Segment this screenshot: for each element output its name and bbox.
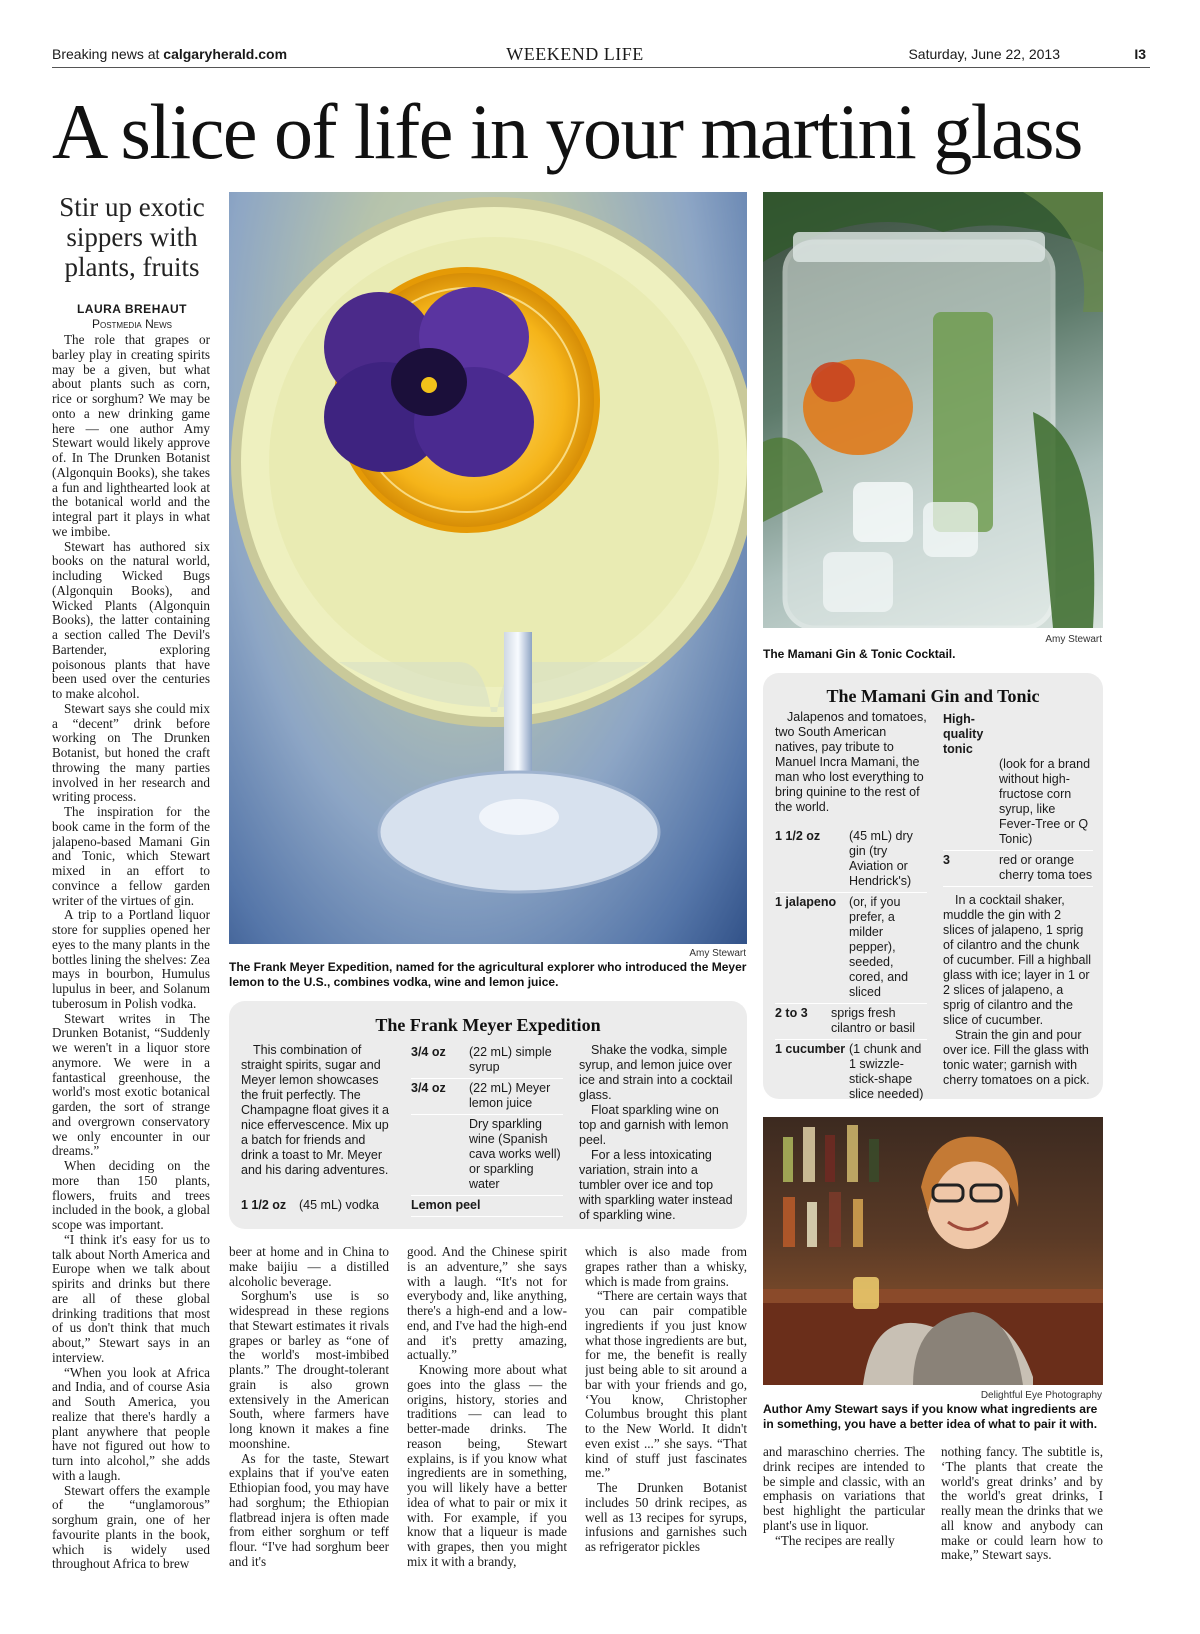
mamani-method	[943, 893, 1093, 1088]
paragraph: Stewart writes in The Drunken Botanist, “Suddenly we weren't in a liquor store anymore. We were in a fantastical greenhouse, the world's most exotic botanical garden, the sort of strange and overgrown conservatory we only encounter in our dreams.”	[52, 1010, 210, 1159]
author-illustration	[763, 1117, 1103, 1385]
mamani-col-2	[943, 710, 1093, 1088]
paragraph: “The recipes are really	[775, 1532, 895, 1548]
paragraph: Stewart says she could mix a “decent” drink before working on The Drunken Botanist, but honed the craft throwing the many parties involved in her research and writing process.	[52, 700, 210, 805]
ingredient-row	[775, 1040, 927, 1106]
ingredient-quantity: 1 cucumber	[775, 1042, 846, 1056]
ingredient-description: (or, if you prefer, a milder pepper), seeded, cored, and sliced	[849, 895, 909, 999]
ingredient-quantity: 3	[943, 853, 950, 867]
method-step: Shake the vodka, simple syrup, and lemon juice over ice and strain into a cocktail glass.	[579, 1043, 733, 1102]
paragraph: Stewart offers the example of the “unglamorous” sorghum grain, one of her favourite plants in the book, which is widely used throughout Africa to brew	[52, 1482, 210, 1572]
article-column-5	[763, 1445, 925, 1634]
mamani-title: The Mamani Gin and Tonic	[826, 686, 1040, 706]
headline: A slice of life in your martini glass	[52, 88, 1082, 175]
paragraph: The inspiration for the book came in the form of the jalapeno-based Mamani Gin and Tonic, which Stewart mixed in an effort to convince a fellow garden writer of the virtues of gin.	[52, 804, 210, 908]
ingredient-row	[411, 1196, 563, 1217]
ingredient-quantity: High-quality tonic	[943, 712, 984, 756]
article-column-1	[52, 333, 210, 1633]
martini-illustration	[229, 192, 747, 944]
paragraph: “There are certain ways that you can pair compatible ingredients if you just know what those ingredients are but, for me, the benefit is really just being able to sit around a bar with your friends and go, ‘You know, Christopher Columbus brought this plant to the New World. It didn't even exist ...” she says. “That kind of stuff just fascinates me.”	[585, 1288, 747, 1481]
ingredient-quantity: 3/4 oz	[411, 1081, 446, 1095]
ingredient-description: sprigs fresh cilantro or basil	[831, 1006, 916, 1035]
ingredient-description: (1 chunk and 1 swizzle-stick-shape slice needed)	[849, 1042, 924, 1101]
ingredient-row	[411, 1079, 563, 1115]
mamani-recipe-box	[763, 673, 1103, 1099]
ingredient-row	[775, 827, 927, 893]
ingredient-quantity: 1 jalapeno	[775, 895, 837, 909]
martini-caption: The Frank Meyer Expedition, named for the agricultural explorer who introduced the Meyer lemon to the U.S., combines vodka, wine and lemon juice.	[229, 960, 747, 989]
paragraph: good. And the Chinese spirit is an adventure,” she says with a laugh. “It's not for everybody and, like anything, there's a high-end and a low-end, and I've had the high-end and it's pretty amazing, actually.”	[407, 1245, 567, 1363]
martini-photo	[229, 192, 747, 944]
ingredient-description: (look for a brand without high-fructose corn syrup, like Fever-Tree or Q Tonic)	[999, 757, 1091, 846]
paragraph: The role that grapes or barley play in creating spirits may be a given, but what about plants such as corn, rice or sorghum? We may be onto a new drinking game here — one author Amy Stewart would likely approve of. In The Drunken Botanist (Algonquin Books), she takes a fun and lighthearted look at the botanical world and the integral part it plays in what we imbibe.	[52, 333, 210, 539]
ingredient-quantity: Lemon peel	[411, 1198, 481, 1212]
ingredient-description	[501, 1198, 563, 1213]
ingredient-description: (22 mL) Meyer lemon juice	[469, 1081, 551, 1110]
mamani-intro: Jalapenos and tomatoes, two South American natives, pay tribute to Manuel Incra Mamani, the man who lost everything to bring quinine to the rest of the world.	[775, 710, 927, 814]
ingredient-description: (45 mL) dry gin (try Aviation or Hendrick's)	[849, 829, 913, 888]
jar-caption: The Mamani Gin & Tonic Cocktail.	[763, 647, 956, 661]
paragraph: Sorghum's use is so widespread in these regions that Stewart estimates it rivals grapes or barley as “one of the world's most-imbibed plants.” The drought-tolerant grain is also grown extensively in the American South, where farmers have long known it makes a fine moonshine.	[229, 1288, 389, 1451]
ingredient-quantity: 3/4 oz	[411, 1045, 446, 1059]
paragraph: beer at home and in China to make baijiu — a distilled alcoholic beverage.	[229, 1245, 389, 1289]
author-photo	[763, 1117, 1103, 1385]
paragraph: Stewart has authored six books on the natural world, including Wicked Bugs (Algonquin Books), and Wicked Plants (Algonquin Books), the latter containing a section called The Devil's Bartender, exploring poisonous plants that have been used over the centuries to make alcohol.	[52, 538, 210, 701]
method-step: Float sparkling wine on top and garnish with lemon peel.	[579, 1103, 729, 1147]
issue-date: Saturday, June 22, 2013	[908, 46, 1060, 62]
paragraph: nothing fancy. The subtitle is, ‘The plants that create the world's great drinks’ and by the world's great drinks, I really mean the drinks that we all know and anybody can make or could learn how to make,” Stewart says.	[941, 1445, 1103, 1563]
ingredient-quantity: 1 1/2 oz	[775, 829, 821, 843]
site-link[interactable]: calgaryherald.com	[163, 46, 288, 62]
masthead-rule	[52, 67, 1150, 68]
section-name: WEEKEND LIFE	[506, 44, 644, 64]
paragraph: “I think it's easy for us to talk about North America and Europe when we talk about spirits and drinks but there are all of these global drinking traditions that most of us don't think that much about,” Stewart says in an interview.	[52, 1231, 210, 1365]
masthead-left: Breaking news at calgaryherald.com	[52, 46, 288, 62]
ingredient-row	[943, 851, 1093, 887]
frank-meyer-intro-col	[241, 1043, 393, 1216]
ingredient-description: (22 mL) simple syrup	[469, 1045, 552, 1074]
ingredient-description: red or orange cherry toma toes	[999, 853, 1093, 882]
ingredient-quantity: 2 to 3	[775, 1006, 808, 1020]
ingredient-row	[411, 1043, 563, 1079]
ingredient-row	[775, 893, 927, 1004]
paragraph: which is also made from grapes rather than a whisky, which is made from grains.	[585, 1245, 747, 1289]
frank-meyer-intro: This combination of straight spirits, sugar and Meyer lemon showcases the fruit perfectly. The Champagne float gives it a nice effervescence. Mix up a batch for friends and drink a toast to Mr. Meyer and his daring adventures.	[241, 1043, 390, 1177]
frank-meyer-title: The Frank Meyer Expedition	[375, 1015, 601, 1035]
paragraph: and maraschino cherries. The drink recipes are intended to be simple and classic, with an emphasis on variations that best highlight the particular plant's use in liquor.	[763, 1445, 925, 1533]
byline	[52, 302, 212, 332]
frank-meyer-method	[579, 1043, 735, 1223]
ingredient-description: Dry sparkling wine (Spanish cava works well) or sparkling water	[469, 1117, 561, 1191]
author-name: LAURA BREHAUT	[76, 302, 188, 316]
jar-illustration	[763, 192, 1103, 628]
author-org: Postmedia News	[91, 317, 172, 331]
ingredient-row	[943, 710, 1093, 851]
paragraph: A trip to a Portland liquor store for supplies opened her eyes to the many plants in the bottles lining the shelves: Zea mays in bourbon, Humulus lupulus in beer, and Solanum tuberosum in Polish vodka.	[52, 907, 210, 1011]
method-step: In a cocktail shaker, muddle the gin with 2 slices of jalapeno, 1 sprig of cilantro and the chunk of cucumber. Fill a highball glass with ice; layer in 1 or 2 slices of jalapeno, a sprig of cilantro and the slice of cucumber.	[943, 893, 1091, 1027]
paragraph: The Drunken Botanist includes 50 drink recipes, as well as 13 recipes for syrups, infusions and garnishes such as refrigerator pickles	[585, 1480, 747, 1554]
jar-credit: Amy Stewart	[1045, 634, 1102, 645]
deck: Stir up exotic sippers with plants, fruits	[59, 192, 205, 282]
mamani-col-1	[775, 710, 927, 1106]
martini-credit: Amy Stewart	[689, 948, 746, 959]
jar-photo	[763, 192, 1103, 628]
frank-meyer-recipe-box	[229, 1001, 747, 1229]
ingredient-row	[775, 1004, 927, 1040]
paragraph: “When you look at Africa and India, and of course Asia and South America, you realize that there's hardly a plant anywhere that people have not figured out how to turn into alcohol,” she adds with a laugh.	[52, 1364, 210, 1483]
paragraph: When deciding on the more than 150 plants, flowers, fruits and trees included in the book, a global scope was important.	[52, 1158, 210, 1232]
author-caption: Author Amy Stewart says if you know what ingredients are in something, you have a better idea of what to pair it with.	[763, 1402, 1098, 1431]
frank-meyer-ingredients	[411, 1043, 563, 1217]
article-column-6	[941, 1445, 1103, 1634]
ingredient-row: 1 1/2 oz (45 mL) vodka	[241, 1198, 379, 1212]
method-step: For a less intoxicating variation, strain into a tumbler over ice and top with sparkling water instead of sparkling wine.	[579, 1148, 733, 1222]
article-column-4	[585, 1245, 747, 1634]
ingredient-row	[411, 1115, 563, 1196]
method-step: Strain the gin and pour over ice. Fill the glass with tonic water; garnish with cherry tomatoes on a pick.	[943, 1028, 1090, 1087]
author-credit: Delightful Eye Photography	[980, 1390, 1102, 1401]
article-column-3	[407, 1245, 567, 1634]
article-column-2	[229, 1245, 389, 1634]
ingredient-quantity	[411, 1117, 469, 1192]
paragraph: As for the taste, Stewart explains that if you've eaten Ethiopian food, you may have had sorghum; the Ethiopian flatbread injera is often made from either sorghum or teff flour. “I've had sorghum beer and it's	[229, 1450, 389, 1569]
page-number: I3	[1134, 46, 1146, 62]
paragraph: Knowing more about what goes into the glass — the origins, history, stories and traditions — can lead to better-made drinks. The reason being, Stewart explains, is if you know what ingredients are in something, you will likely have a better idea of what to pair or mix it with. For example, if you know that a liqueur is made with grapes, then you might mix it with a brandy,	[407, 1362, 567, 1569]
